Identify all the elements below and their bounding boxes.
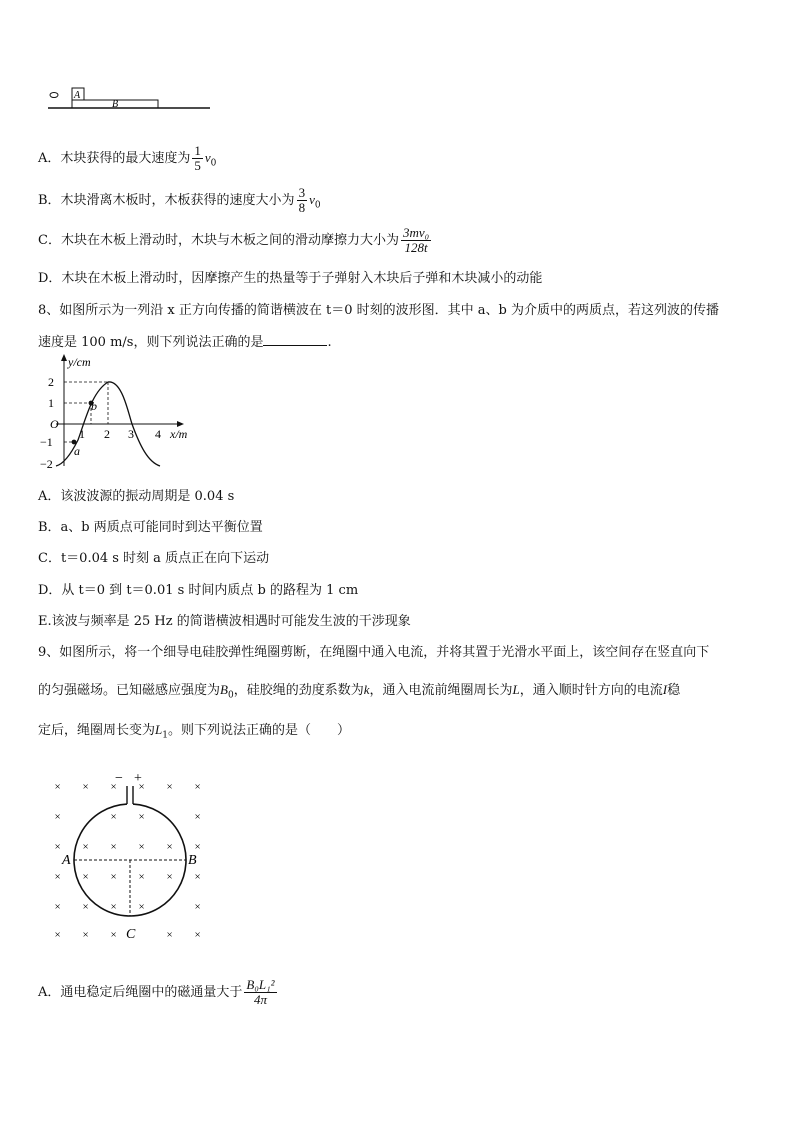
q8-option-d: D．从 t＝0 到 t＝0.01 s 时间内质点 b 的路程为 1 cm	[38, 583, 359, 598]
field-cross: ×	[54, 901, 61, 913]
q7-option-a-num: 1	[194, 143, 201, 158]
field-cross: ×	[110, 841, 117, 853]
q9-var-i: I	[662, 682, 668, 697]
field-cross: ×	[194, 781, 201, 793]
q7-option-b	[38, 186, 321, 215]
q7-option-b-text: B．木块滑离木板时，木板获得的速度大小为	[38, 193, 295, 208]
field-cross: ×	[82, 929, 89, 941]
field-cross: ×	[194, 871, 201, 883]
field-cross: ×	[110, 871, 117, 883]
q9-var-l1: L	[155, 722, 163, 737]
field-cross: ×	[54, 781, 61, 793]
q8-option-e: E.该波与频率是 25 Hz 的简谐横波相遇时可能发生波的干涉现象	[38, 614, 411, 629]
field-cross: ×	[82, 901, 89, 913]
field-cross: ×	[110, 901, 117, 913]
q7-option-a-text: A．木块获得的最大速度为	[38, 151, 191, 166]
field-cross: ×	[166, 841, 173, 853]
y-tick-neg2: −2	[40, 457, 53, 470]
q7-option-a-var: v	[204, 150, 211, 165]
q9-option-a-text: A．通电稳定后绳圈中的磁通量大于	[38, 985, 243, 1000]
wave-graph	[34, 352, 204, 470]
field-cross: ×	[54, 871, 61, 883]
field-cross: ×	[54, 811, 61, 823]
field-cross: ×	[166, 871, 173, 883]
q9-option-a-num: B₀L₁²	[246, 977, 275, 992]
q9-stem-line3-part1: 定后，绳圈周长变为	[38, 723, 156, 738]
point-b-label: B	[188, 853, 197, 868]
field-cross: ×	[110, 781, 117, 793]
x-tick-2: 2	[104, 427, 110, 441]
q8-option-b: B．a、b 两质点可能同时到达平衡位置	[38, 520, 263, 535]
field-cross: ×	[138, 811, 145, 823]
q9-option-a	[38, 978, 279, 1007]
field-cross: ×	[110, 929, 117, 941]
q7-option-a	[38, 144, 216, 173]
field-cross: ×	[138, 871, 145, 883]
block-board-figure	[44, 84, 214, 116]
q7-option-b-sub: 0	[314, 200, 321, 211]
q7-option-a-fraction	[192, 144, 203, 173]
q9-stem-line2-part3: ，通入电流前绳圈周长为	[369, 683, 513, 698]
point-b-label: b	[91, 399, 97, 413]
q8-option-c: C．t＝0.04 s 时刻 a 质点正在向下运动	[38, 551, 270, 566]
point-c-label: C	[126, 927, 136, 942]
field-cross: ×	[138, 901, 145, 913]
field-cross: ×	[194, 929, 201, 941]
q7-option-c-text: C．木块在木板上滑动时，木块与木板之间的滑动摩擦力大小为	[38, 233, 399, 248]
y-axis-arrow	[61, 354, 67, 361]
y-tick-neg1: −1	[40, 435, 53, 449]
q9-var-b0: B	[220, 682, 228, 697]
field-cross: ×	[54, 929, 61, 941]
field-cross: ×	[166, 781, 173, 793]
q9-option-a-den: 4π	[253, 992, 267, 1007]
q9-stem-line2-part1: 的匀强磁场。已知磁感应强度为	[38, 683, 221, 698]
q7-option-a-sub: 0	[210, 158, 217, 169]
origin-label: O	[50, 417, 59, 431]
q7-option-c-num: 3mv₀	[402, 225, 430, 240]
block-a-label: A	[74, 90, 81, 101]
answer-blank	[263, 334, 327, 346]
q8-stem-line1: 8、如图所示为一列沿 x 正方向传播的简谐横波在 t＝0 时刻的波形图．其中 a、b 为介质中的两质点，若这列波的传播	[38, 303, 719, 318]
q9-var-l: L	[512, 682, 520, 697]
x-axis-label: x/m	[170, 427, 188, 441]
minus-terminal-label: −	[115, 771, 123, 786]
q9-stem-line2-part4: ，通入顺时针方向的电流	[519, 683, 663, 698]
y-tick-1: 1	[48, 396, 54, 410]
q7-option-b-fraction	[297, 186, 308, 215]
q7-option-b-den: 8	[298, 200, 306, 215]
q9-var-k: k	[363, 682, 370, 697]
q8-stem-line2-text: 速度是 100 m/s，则下列说法正确的是	[38, 335, 264, 350]
q8-stem-line2	[38, 334, 332, 349]
field-cross: ×	[54, 841, 61, 853]
bullet-shape	[50, 93, 58, 98]
field-cross: ×	[82, 781, 89, 793]
q7-option-b-num: 3	[298, 185, 306, 200]
q9-stem-line1: 9、如图所示，将一个细导电硅胶弹性绳圈剪断，在绳圈中通入电流，并将其置于光滑水平面上，该空间存在竖直向下	[38, 645, 710, 660]
field-cross: ×	[82, 871, 89, 883]
q9-var-b0-sub: 0	[227, 690, 234, 701]
q8-stem-end: .	[327, 335, 332, 350]
q8-option-a: A．该波波源的振动周期是 0.04 s	[38, 489, 235, 504]
field-cross: ×	[166, 929, 173, 941]
q9-stem-line2-part2: ，硅胶绳的劲度系数为	[233, 683, 364, 698]
field-cross: ×	[110, 811, 117, 823]
q9-var-l1-sub: 1	[162, 730, 168, 741]
field-cross: ×	[194, 841, 201, 853]
point-a-label: a	[74, 444, 80, 458]
field-cross: ×	[194, 811, 201, 823]
x-tick-1: 1	[79, 427, 85, 441]
q9-stem-line2	[38, 683, 680, 701]
x-tick-3: 3	[128, 427, 134, 441]
y-axis-label: y/cm	[68, 355, 91, 369]
y-tick-2: 2	[48, 375, 54, 389]
q9-stem-line3	[38, 723, 350, 741]
field-cross: ×	[82, 841, 89, 853]
field-cross: ×	[138, 841, 145, 853]
field-cross: ×	[138, 781, 145, 793]
field-cross: ×	[194, 901, 201, 913]
q7-option-a-den: 5	[194, 158, 201, 173]
magnetic-loop-figure	[40, 766, 220, 946]
q7-option-b-var: v	[309, 192, 315, 207]
board-b-label: B	[112, 99, 119, 110]
q9-stem-line2-part5: 稳	[667, 683, 681, 698]
q9-stem-line3-part2: 。则下列说法正确的是（ ）	[167, 723, 350, 738]
q7-option-d: D．木块在木板上滑动时，因摩擦产生的热量等于子弹射入木块后子弹和木块减小的动能	[38, 271, 543, 286]
point-a-label: A	[62, 853, 71, 868]
q7-option-c-den: 128t	[404, 240, 428, 255]
plus-terminal-label: +	[134, 771, 142, 786]
q9-option-a-fraction	[244, 978, 276, 1007]
x-tick-4: 4	[155, 427, 161, 441]
q7-option-c-fraction	[401, 226, 431, 255]
q7-option-c	[38, 226, 433, 255]
